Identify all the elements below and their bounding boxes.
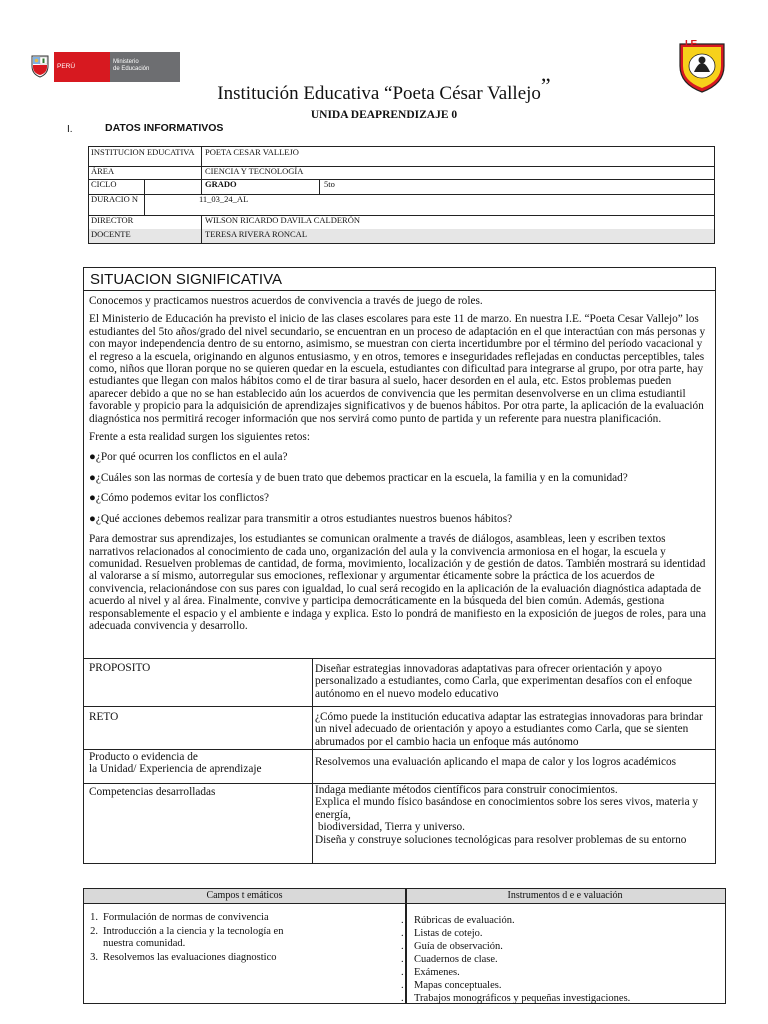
section-title: DATOS INFORMATIVOS (105, 122, 224, 134)
producto-row (84, 749, 715, 784)
reto-label: RETO (84, 706, 313, 749)
datos-value: CIENCIA Y TECNOLOGÍA (205, 166, 304, 176)
reto-question: ●¿Cómo podemos evitar los conflictos? (89, 492, 270, 505)
datos-value: POETA CESAR VALLEJO (205, 147, 299, 157)
minedu-ministry: Ministerio de Educación (110, 52, 180, 82)
competencia-line: Explica el mundo físico basándose en conocimientos sobre los seres vivos, materia y energía, (315, 796, 699, 821)
datos-row-docente (89, 229, 714, 243)
producto-value: Resolvemos una evaluación aplicando el mapa de calor y los logros académicos (315, 756, 677, 768)
reto-row (84, 706, 715, 750)
minedu-country: PERÚ (54, 52, 110, 82)
instrumentos-header: Instrumentos d e e valuación (405, 889, 725, 904)
competencia-line: Diseña y construye soluciones tecnológicas para resolver problemas de su entorno (315, 833, 687, 846)
reto-question: ●¿Cuáles son las normas de cortesía y de buen trato que debemos practicar en la escuela, la familia y en la comunidad? (89, 471, 628, 484)
datos-label: INSTITUCION EDUCATIVA (91, 147, 195, 157)
datos-row-area (89, 166, 714, 180)
datos-label: DOCENTE (91, 229, 131, 239)
proposito-row (84, 659, 715, 707)
datos-value: 5to (324, 179, 335, 189)
datos-row-director (89, 215, 714, 230)
retos-intro: Frente a esta realidad surgen los siguientes retos: (89, 431, 310, 444)
datos-table (88, 146, 715, 244)
situacion-significativa-box (83, 267, 716, 659)
competencia-line: biodiversidad, Tierra y universo. (315, 821, 465, 834)
page-title: Institución Educativa “Poeta César Vallejo” (217, 73, 551, 104)
situacion-intro: Conocemos y practicamos nuestros acuerdos de convivencia a través de juego de roles. (89, 295, 483, 307)
datos-row-ciclo (89, 179, 714, 195)
datos-row-institucion (89, 147, 714, 167)
section-number: I. (67, 124, 73, 135)
campos-header: Campos t emáticos (84, 889, 405, 904)
situacion-body (89, 295, 711, 638)
school-crest-letters: I E (685, 39, 698, 50)
datos-row-duracion (89, 194, 714, 216)
reto-question: ●¿Qué acciones debemos realizar para transmitir a otros estudiantes nuestros buenos hábitos? (89, 512, 513, 525)
datos-label: CICLO (91, 179, 117, 189)
situacion-paragraph-2: Para demostrar sus aprendizajes, los estudiantes se comunican oralmente a través de diálogos, asambleas, leen y escriben textos narrativos relacionados al conocimiento de cada uno, organización del aula y la convivencia armoniosa en el hogar, la escuela y comunidad. Resuelven problemas de cantidad, de forma, movimiento, localización y de gestión de datos. También mostrará su identidad al valorarse a sí mismo, autorregular sus emociones, reflexionar y argumentar éticamente sobre la práctica de los acuerdos de convivencia, relacionándose con sus pares con igualdad, lo cual será recogido en la aplicación de la evaluación diagnóstica adaptada de acuerdo al nivel y al área. Finalmente, convive y participa democráticamente en la búsqueda del bien común. Además, gestiona responsablemente el espacio y el ambiente e indaga y explica. Esto lo pondrá de manifiesto en la exposición de juegos de roles, para una adecuada convivencia y desarrollo. (89, 533, 707, 632)
datos-value: WILSON RICARDO DAVILA CALDERÓN (205, 215, 360, 225)
competencia-line: Indaga mediante métodos científicos para construir conocimientos. (315, 784, 618, 796)
datos-label: DURACIO N (91, 194, 138, 204)
producto-label: Producto o evidencia de la Unidad/ Experiencia de aprendizaje (84, 749, 313, 783)
proposito-value: Diseñar estrategias innovadoras adaptativas para ofrecer orientación y apoyo personalizado a estudiantes, como Carla, que experimentan desafíos con el enfoque autónomo en el nuevo modelo educativo (315, 663, 693, 700)
campos-instrumentos-table: Campos t emáticos Instrumentos d e e valuación 1. Formulación de normas de convivencia 2. Introducción a la ciencia y la tecnología en nuestra comunidad. 3. Resolvemos las evaluaciones diagnostico . Rúbricas de evaluación. . Listas de cotejo. . Guía de observación. . Cuadernos de clase. . Exámenes. . Mapas conceptuales. . Trabajos monográficos y pequeñas investigaciones. (83, 888, 726, 1004)
proposito-table (83, 659, 716, 864)
datos-value: TERESA RIVERA RONCAL (205, 229, 308, 239)
reto-question: ●¿Por qué ocurren los conflictos en el aula? (89, 451, 288, 464)
situacion-title: SITUACION SIGNIFICATIVA (84, 268, 715, 291)
competencias-label: Competencias desarrolladas (84, 783, 313, 864)
competencias-row (84, 783, 715, 864)
datos-label: DIRECTOR (91, 215, 134, 225)
unit-title: UNIDA DEAPRENDIZAJE 0 (310, 109, 458, 121)
datos-label: ÁREA (91, 166, 115, 176)
datos-value: 11_03_24_AL (199, 194, 249, 204)
situacion-paragraph-1: El Ministerio de Educación ha previsto el inicio de las clases escolares para este 11 de marzo. En nuestra I.E. “Poeta Cesar Vallejo” los estudiantes del 5to años/grado del nivel secundario, se encuentran en un proceso de adaptación en el que interactúan con más personas y con mayor independencia dentro de su entorno, asimismo, se muestran con cierta incertidumbre por el término del período vacacional y el regreso a la escuela, originando en algunos entusiasmo, y en otros, temores e inseguridades reflejadas en conductas perceptibles, tales como, niños que lloran porque no se quieren quedar en la escuela, estudiantes con dificultad para integrarse al grupo, por otra parte, hay estudiantes que llegan con malos hábitos como el de tirar basura al suelo, hacer desorden en el aula, etc. Estos problemas pueden aparecer debido a que no se han establecido aún los acuerdos de convivencia que les permitan desenvolverse en un clima estudiantil favorable y propicio para la adquisición de aprendizajes significativos y de buenos hábitos. Por otra parte, la aplicación de la evaluación diagnóstica nos permitirá recoger información que nos servirá como punto de partida y un referente para nuestra planificación. (89, 313, 706, 425)
datos-label: GRADO (205, 179, 237, 189)
proposito-label: PROPOSITO (84, 659, 313, 706)
competencias-value (313, 783, 715, 864)
reto-value: ¿Cómo puede la institución educativa adaptar las estrategias innovadoras para brindar un nivel adecuado de orientación y apoyo a estudiantes como Carla, que se sienten abrumados por el cambio hacia un enfoque más autónomo (315, 711, 703, 748)
